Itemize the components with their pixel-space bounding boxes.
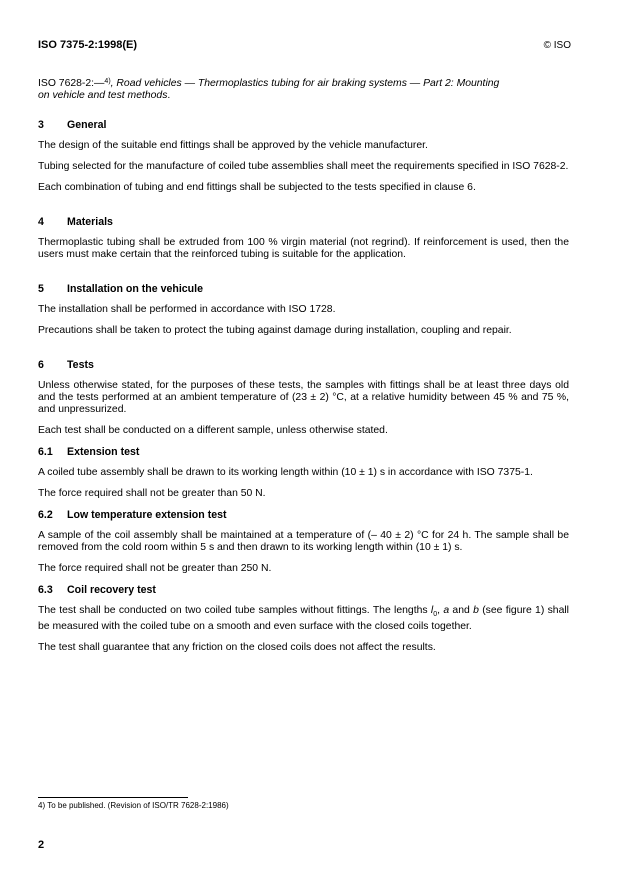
footnote-divider [38, 797, 188, 798]
page-body [38, 78, 569, 654]
reference-title-line2: on vehicle and test methods [38, 90, 168, 101]
paragraph: Thermoplastic tubing shall be extruded from 100 % virgin material (not regrind). If reinforcement is used, then the users must make certain that the reinforced tubing is suitable for the application. [38, 237, 569, 260]
section-title: Extension test [67, 446, 140, 458]
section-6-heading [38, 359, 569, 371]
section-3-heading [38, 119, 569, 131]
paragraph: Unless otherwise stated, for the purposes of these tests, the samples with fittings shall be at least three days old and the tests performed at an ambient temperature of (23 ± 2) °C, at a relative humidity between 45 % and 75 %, and unpressurized. [38, 380, 569, 415]
paragraph: Tubing selected for the manufacture of coiled tube assemblies shall meet the requirements specified in ISO 7628-2. [38, 161, 569, 172]
section-number: 6 [38, 359, 44, 371]
section-6-3-heading [38, 584, 569, 596]
section-5-heading [38, 283, 569, 295]
reference-title-end: . [167, 90, 171, 101]
section-number: 6.1 [38, 446, 53, 458]
section-number: 4 [38, 216, 44, 228]
text-run: (see figure 1) shall be measured with the coiled tube on a smooth and even surface with the closed coils together. [38, 605, 569, 633]
section-6-2-heading [38, 509, 569, 521]
section-title: General [67, 119, 107, 131]
paragraph: The force required shall not be greater than 250 N. [38, 563, 272, 574]
text-run: and [449, 605, 474, 616]
paragraph: Each combination of tubing and end fittings shall be subjected to the tests specified in clause 6. [38, 182, 476, 193]
paragraph: A sample of the coil assembly shall be maintained at a temperature of (– 40 ± 2) °C for 24 h. The sample shall be removed from the cold room within 5 s and then drawn to its working length within (10 ± 1) s. [38, 530, 569, 553]
footnote-mark: 4) [104, 78, 111, 85]
variable-a: a [443, 605, 450, 616]
section-number: 6.2 [38, 509, 53, 521]
section-number: 3 [38, 119, 44, 131]
variable-l: l [430, 605, 434, 616]
variable-l-subscript: 0 [433, 611, 438, 619]
document-id: ISO 7375-2:1998(E) [38, 39, 138, 51]
section-title: Materials [67, 216, 113, 228]
section-4-heading [38, 216, 569, 228]
paragraph: The force required shall not be greater than 50 N. [38, 488, 266, 499]
paragraph: Each test shall be conducted on a different sample, unless otherwise stated. [38, 425, 388, 436]
section-title: Coil recovery test [67, 584, 156, 596]
section-number: 6.3 [38, 584, 53, 596]
section-6-1-heading [38, 446, 569, 458]
copyright-notice: © ISO [543, 40, 571, 51]
paragraph: The design of the suitable end fittings shall be approved by the vehicle manufacturer. [38, 140, 428, 151]
section-title: Tests [67, 359, 94, 371]
text-run: , [437, 605, 444, 616]
variable-b: b [473, 605, 479, 616]
reference-code: ISO 7628-2:— [38, 78, 105, 89]
section-title: Installation on the vehicule [67, 283, 203, 295]
paragraph: The installation shall be performed in accordance with ISO 1728. [38, 304, 336, 315]
footnote: 4) To be published. (Revision of ISO/TR 7628-2:1986) [38, 801, 229, 810]
paragraph: The test shall guarantee that any friction on the closed coils does not affect the results. [38, 642, 436, 654]
paragraph: Precautions shall be taken to protect the tubing against damage during installation, coupling and repair. [38, 325, 512, 336]
reference-title-line1: , Road vehicles — Thermoplastics tubing for air braking systems — Part 2: Mounting [110, 78, 500, 89]
paragraph [38, 605, 569, 633]
paragraph: A coiled tube assembly shall be drawn to its working length within (10 ± 1) s in accordance with ISO 7375-1. [38, 467, 533, 478]
section-number: 5 [38, 283, 44, 295]
text-run: The test shall be conducted on two coiled tube samples without fittings. The lengths [38, 605, 431, 616]
page-number: 2 [38, 839, 45, 851]
normative-reference [38, 78, 569, 102]
section-title: Low temperature extension test [67, 509, 227, 521]
